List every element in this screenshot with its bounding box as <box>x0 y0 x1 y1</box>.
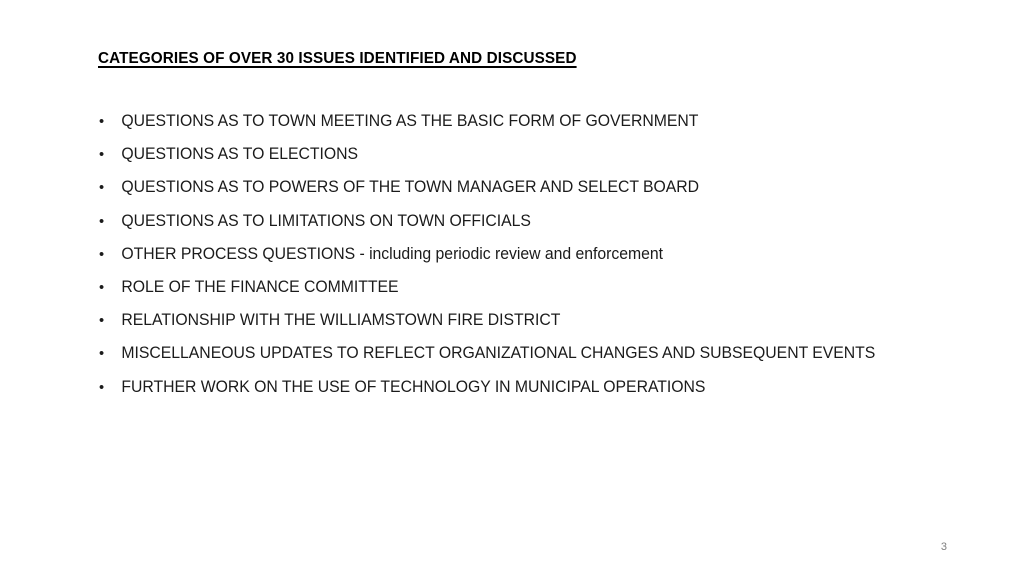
bullet-icon: • <box>98 345 105 363</box>
bullet-icon: • <box>98 245 105 263</box>
bullet-icon: • <box>98 113 105 130</box>
list-item-label: OTHER PROCESS QUESTIONS - including periodic review and enforcement <box>121 244 664 263</box>
page-title: CATEGORIES OF OVER 30 ISSUES IDENTIFIED AND DISCUSSED <box>98 50 577 67</box>
list-item <box>98 271 956 304</box>
bullet-icon: • <box>98 212 105 230</box>
list-item-label: FURTHER WORK ON THE USE OF TECHNOLOGY IN MUNICIPAL OPERATIONS <box>121 377 706 396</box>
list-item <box>98 337 956 370</box>
list-item <box>98 371 956 404</box>
bullet-icon: • <box>98 146 105 164</box>
bullet-list <box>98 105 978 404</box>
list-item <box>98 138 956 171</box>
list-item <box>98 238 956 271</box>
list-item-label: RELATIONSHIP WITH THE WILLIAMSTOWN FIRE DISTRICT <box>121 311 561 330</box>
list-item <box>98 205 956 238</box>
list-item-label: QUESTIONS AS TO POWERS OF THE TOWN MANAGER AND SELECT BOARD <box>121 178 700 197</box>
page-number: 3 <box>940 541 947 553</box>
list-item-label: QUESTIONS AS TO LIMITATIONS ON TOWN OFFICIALS <box>121 211 531 230</box>
list-item <box>98 105 956 138</box>
bullet-icon: • <box>98 378 105 396</box>
bullet-icon: • <box>98 179 105 197</box>
list-item <box>98 304 956 337</box>
list-item-label: MISCELLANEOUS UPDATES TO REFLECT ORGANIZATIONAL CHANGES AND SUBSEQUENT EVENTS <box>121 344 876 363</box>
list-item <box>98 171 956 204</box>
list-item-label: ROLE OF THE FINANCE COMMITTEE <box>121 277 399 296</box>
bullet-icon: • <box>98 278 105 296</box>
bullet-icon: • <box>98 312 105 330</box>
list-item-label: QUESTIONS AS TO TOWN MEETING AS THE BASIC FORM OF GOVERNMENT <box>121 112 699 130</box>
list-item-label: QUESTIONS AS TO ELECTIONS <box>121 145 359 164</box>
